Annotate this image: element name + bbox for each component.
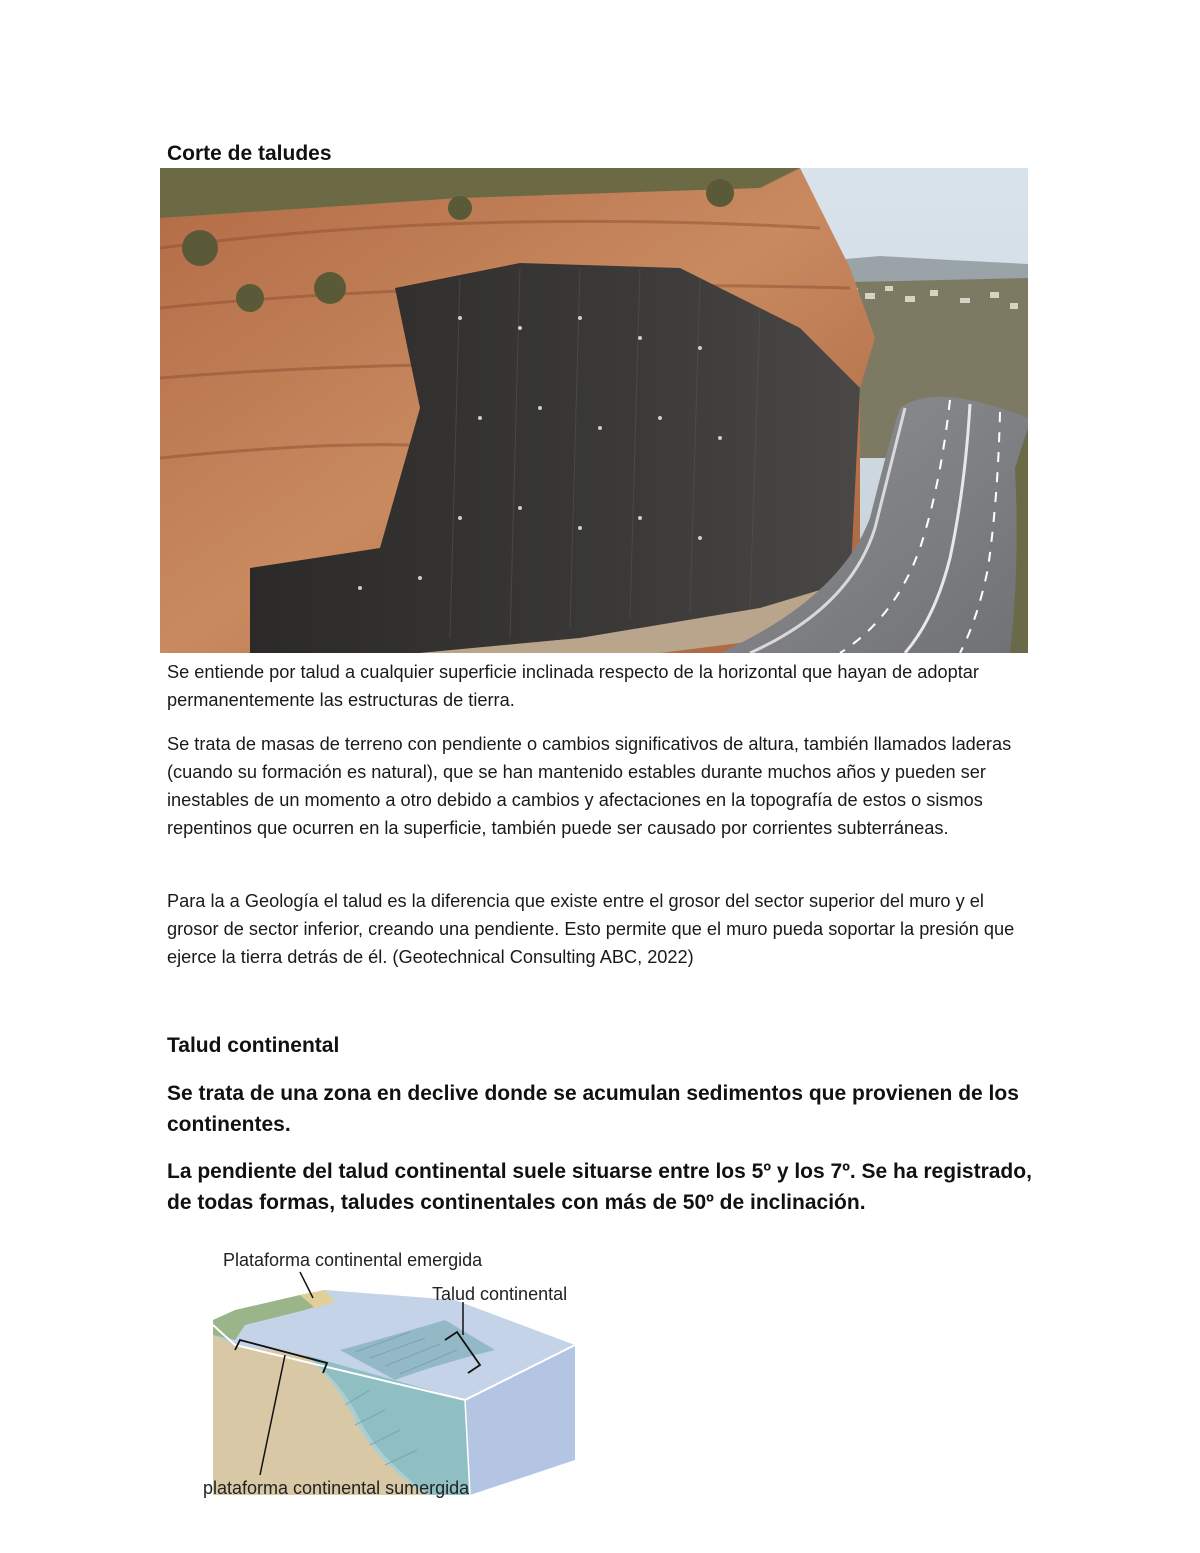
continental-shelf-illustration bbox=[195, 1240, 615, 1500]
paragraph-pendiente-talud: La pendiente del talud continental suele situarse entre los 5º y los 7º. Se ha registrado, de todas formas, taludes continentales con más de 50º de inclinación. bbox=[167, 1160, 1032, 1214]
label-plataforma-sumergida: plataforma continental sumergida bbox=[203, 1478, 470, 1498]
section-title-corte-de-taludes: Corte de taludes bbox=[167, 142, 332, 165]
paragraph-zona-declive: Se trata de una zona en declive donde se acumulan sedimentos que provienen de los continentes. bbox=[167, 1082, 1019, 1136]
paragraph-geologia-talud: Para la a Geología el talud es la diferencia que existe entre el grosor del sector superior del muro y el grosor de sector inferior, creando una pendiente. Esto permite que el muro pueda soportar la presión que ejerce la tierra detrás de él. (Geotechnical Consulting ABC, 2022) bbox=[167, 891, 1015, 967]
label-talud-continental: Talud continental bbox=[432, 1284, 568, 1304]
slope-cut-illustration bbox=[160, 168, 1028, 653]
paragraph-definicion-talud: Se entiende por talud a cualquier superficie inclinada respecto de la horizontal que hayan de adoptar permanentemente las estructuras de tierra. bbox=[167, 662, 979, 710]
slope-cut-photo bbox=[160, 168, 1028, 653]
paragraph-masas-terreno: Se trata de masas de terreno con pendiente o cambios significativos de altura, también llamados laderas (cuando su formación es natural), que se han mantenido estables durante muchos años y pueden ser inestables de un momento a otro debido a cambios y afectaciones en la topografía de estos o sismos repentinos que ocurren en la superficie, también puede ser causado por corrientes subterráneas. bbox=[167, 734, 1012, 838]
continental-shelf-diagram bbox=[195, 1240, 615, 1500]
section-title-talud-continental: Talud continental bbox=[167, 1034, 340, 1057]
label-plataforma-emergida: Plataforma continental emergida bbox=[223, 1250, 483, 1270]
